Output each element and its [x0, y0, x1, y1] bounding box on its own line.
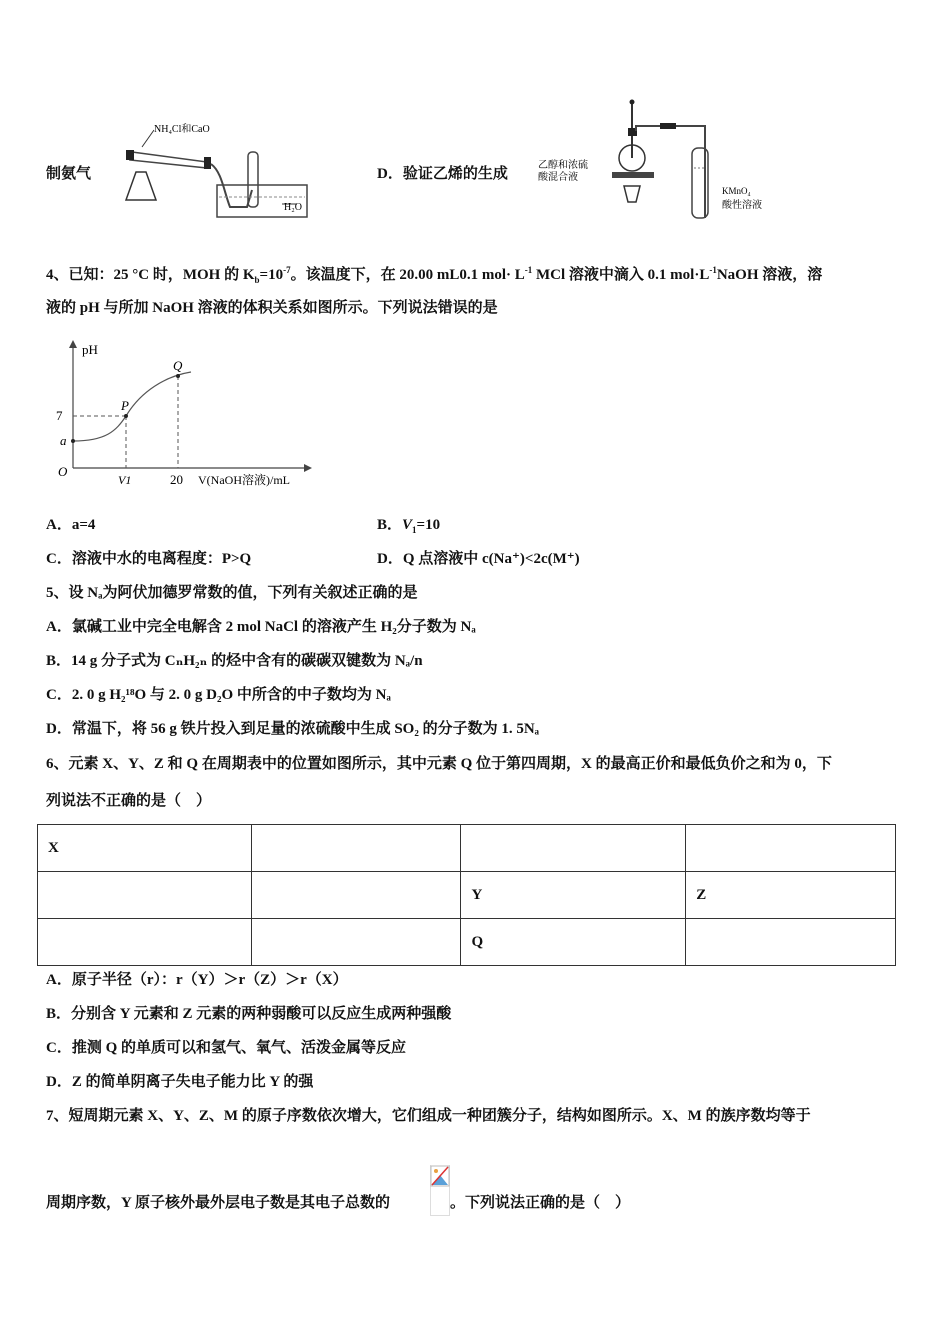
q7-stem-line2a: 周期序数，Y 原子核外最外层电子数是其电子总数的 — [46, 1195, 391, 1211]
label-p: P — [121, 398, 129, 413]
mixture-label-2: 酸混合液 — [538, 172, 578, 183]
q4-option-d[interactable]: D．Q 点溶液中 c(Na⁺)<2c(M⁺) — [377, 551, 580, 567]
point-a — [71, 439, 75, 443]
q6-stem-line1: 6、元素 X、Y、Z 和 Q 在周期表中的位置如图所示，其中元素 Q 位于第四周期，X 的最高正价和最低负价之和为 0，下 — [46, 756, 832, 772]
ph-curve — [73, 372, 191, 441]
broken-image-placeholder — [430, 1165, 450, 1216]
x-tick-20: 20 — [170, 472, 183, 487]
q5-stem: 5、设 Nₐ为阿伏加德罗常数的值，下列有关叙述正确的是 — [46, 585, 418, 601]
ammonia-apparatus-figure — [112, 112, 317, 222]
table-cell — [461, 825, 686, 872]
q6-option-b[interactable]: B．分别含 Y 元素和 Z 元素的两种弱酸可以反应生成两种强酸 — [46, 1006, 452, 1022]
ph-titration-chart — [46, 336, 326, 494]
table-cell: Q — [461, 919, 686, 966]
y-axis-label: pH — [82, 342, 98, 357]
q4-option-a[interactable]: A．a=4 — [46, 517, 96, 533]
q3-option-c-text: 制氨气 — [46, 166, 92, 182]
q4-stem-line2: 液的 pH 与所加 NaOH 溶液的体积关系如图所示。下列说法错误的是 — [46, 300, 498, 316]
y-tick-7: 7 — [56, 408, 63, 423]
table-cell — [38, 919, 252, 966]
kmno4-label-1: KMnO₄ — [722, 186, 751, 196]
q4-option-c[interactable]: C．溶液中水的电离程度：P>Q — [46, 551, 252, 567]
q5-option-c[interactable]: C．2. 0 g H₂¹⁸O 与 2. 0 g D₂O 中所含的中子数均为 Nₐ — [46, 687, 391, 703]
x-tick-v1: V1 — [118, 473, 132, 487]
q5-option-d[interactable]: D．常温下，将 56 g 铁片投入到足量的浓硫酸中生成 SO₂ 的分子数为 1. 5Nₐ — [46, 721, 540, 737]
q6-option-c[interactable]: C．推测 Q 的单质可以和氢气、氧气、活泼金属等反应 — [46, 1040, 407, 1056]
q4-stem-line1: 4、已知：25 °C 时，MOH 的 $K_b=10^{-7}$。该温度下，在 20.00 mL0.1 $mol\cdot L^{-1}$ MCl 溶液中滴入 0.1 $mol\cdot L^{-1}NaOH$ 溶液，溶 — [46, 265, 823, 285]
table-cell — [251, 825, 461, 872]
table-cell: Z — [686, 872, 896, 919]
kmno4-label-2: 酸性溶液 — [722, 200, 762, 211]
periodic-table-fragment — [37, 824, 896, 966]
water-label: H₂O — [284, 202, 302, 213]
q5-option-a[interactable]: A．氯碱工业中完全电解含 2 mol NaCl 的溶液产生 H₂分子数为 Nₐ — [46, 619, 476, 635]
q7-stem-line1: 7、短周期元素 X、Y、Z、M 的原子序数依次增大，它们组成一种团簇分子，结构如图所示。X、M 的族序数均等于 — [46, 1108, 811, 1124]
test-tube — [130, 152, 207, 168]
table-cell — [38, 872, 252, 919]
q5-option-b[interactable]: B．14 g 分子式为 CₙH₂ₙ 的烃中含有的碳碳双键数为 Nₐ/n — [46, 653, 423, 669]
alcohol-lamp — [126, 172, 156, 200]
point-q — [176, 374, 180, 378]
q6-stem-line2: 列说法不正确的是（ ） — [46, 793, 212, 809]
table-cell — [251, 919, 461, 966]
q4-option-b[interactable]: B．$V_1=10$ — [377, 517, 441, 535]
q3-option-d-text: D．验证乙烯的生成 — [377, 166, 508, 182]
reagent-label: NH₄Cl和CaO — [154, 124, 210, 135]
table-cell — [686, 919, 896, 966]
table-cell — [686, 825, 896, 872]
table-row — [38, 872, 896, 919]
table-cell: Y — [461, 872, 686, 919]
y-tick-a: a — [60, 433, 67, 448]
q6-option-a[interactable]: A．原子半径（r）：r（Y）＞r（Z）＞r（X） — [46, 972, 348, 988]
table-cell: X — [38, 825, 252, 872]
broken-image-icon — [430, 1165, 450, 1187]
ethylene-apparatus-figure — [520, 98, 780, 223]
origin-label: O — [58, 464, 68, 479]
x-axis-label: V(NaOH溶液)/mL — [198, 473, 290, 487]
table-row — [38, 825, 896, 872]
q7-stem-line2b: 。下列说法正确的是（ ） — [450, 1195, 631, 1211]
label-q: Q — [173, 358, 183, 373]
table-row — [38, 919, 896, 966]
point-p — [124, 414, 128, 418]
table-cell — [251, 872, 461, 919]
mixture-label-1: 乙醇和浓硫 — [538, 160, 588, 171]
q6-option-d[interactable]: D．Z 的简单阴离子失电子能力比 Y 的强 — [46, 1074, 314, 1090]
